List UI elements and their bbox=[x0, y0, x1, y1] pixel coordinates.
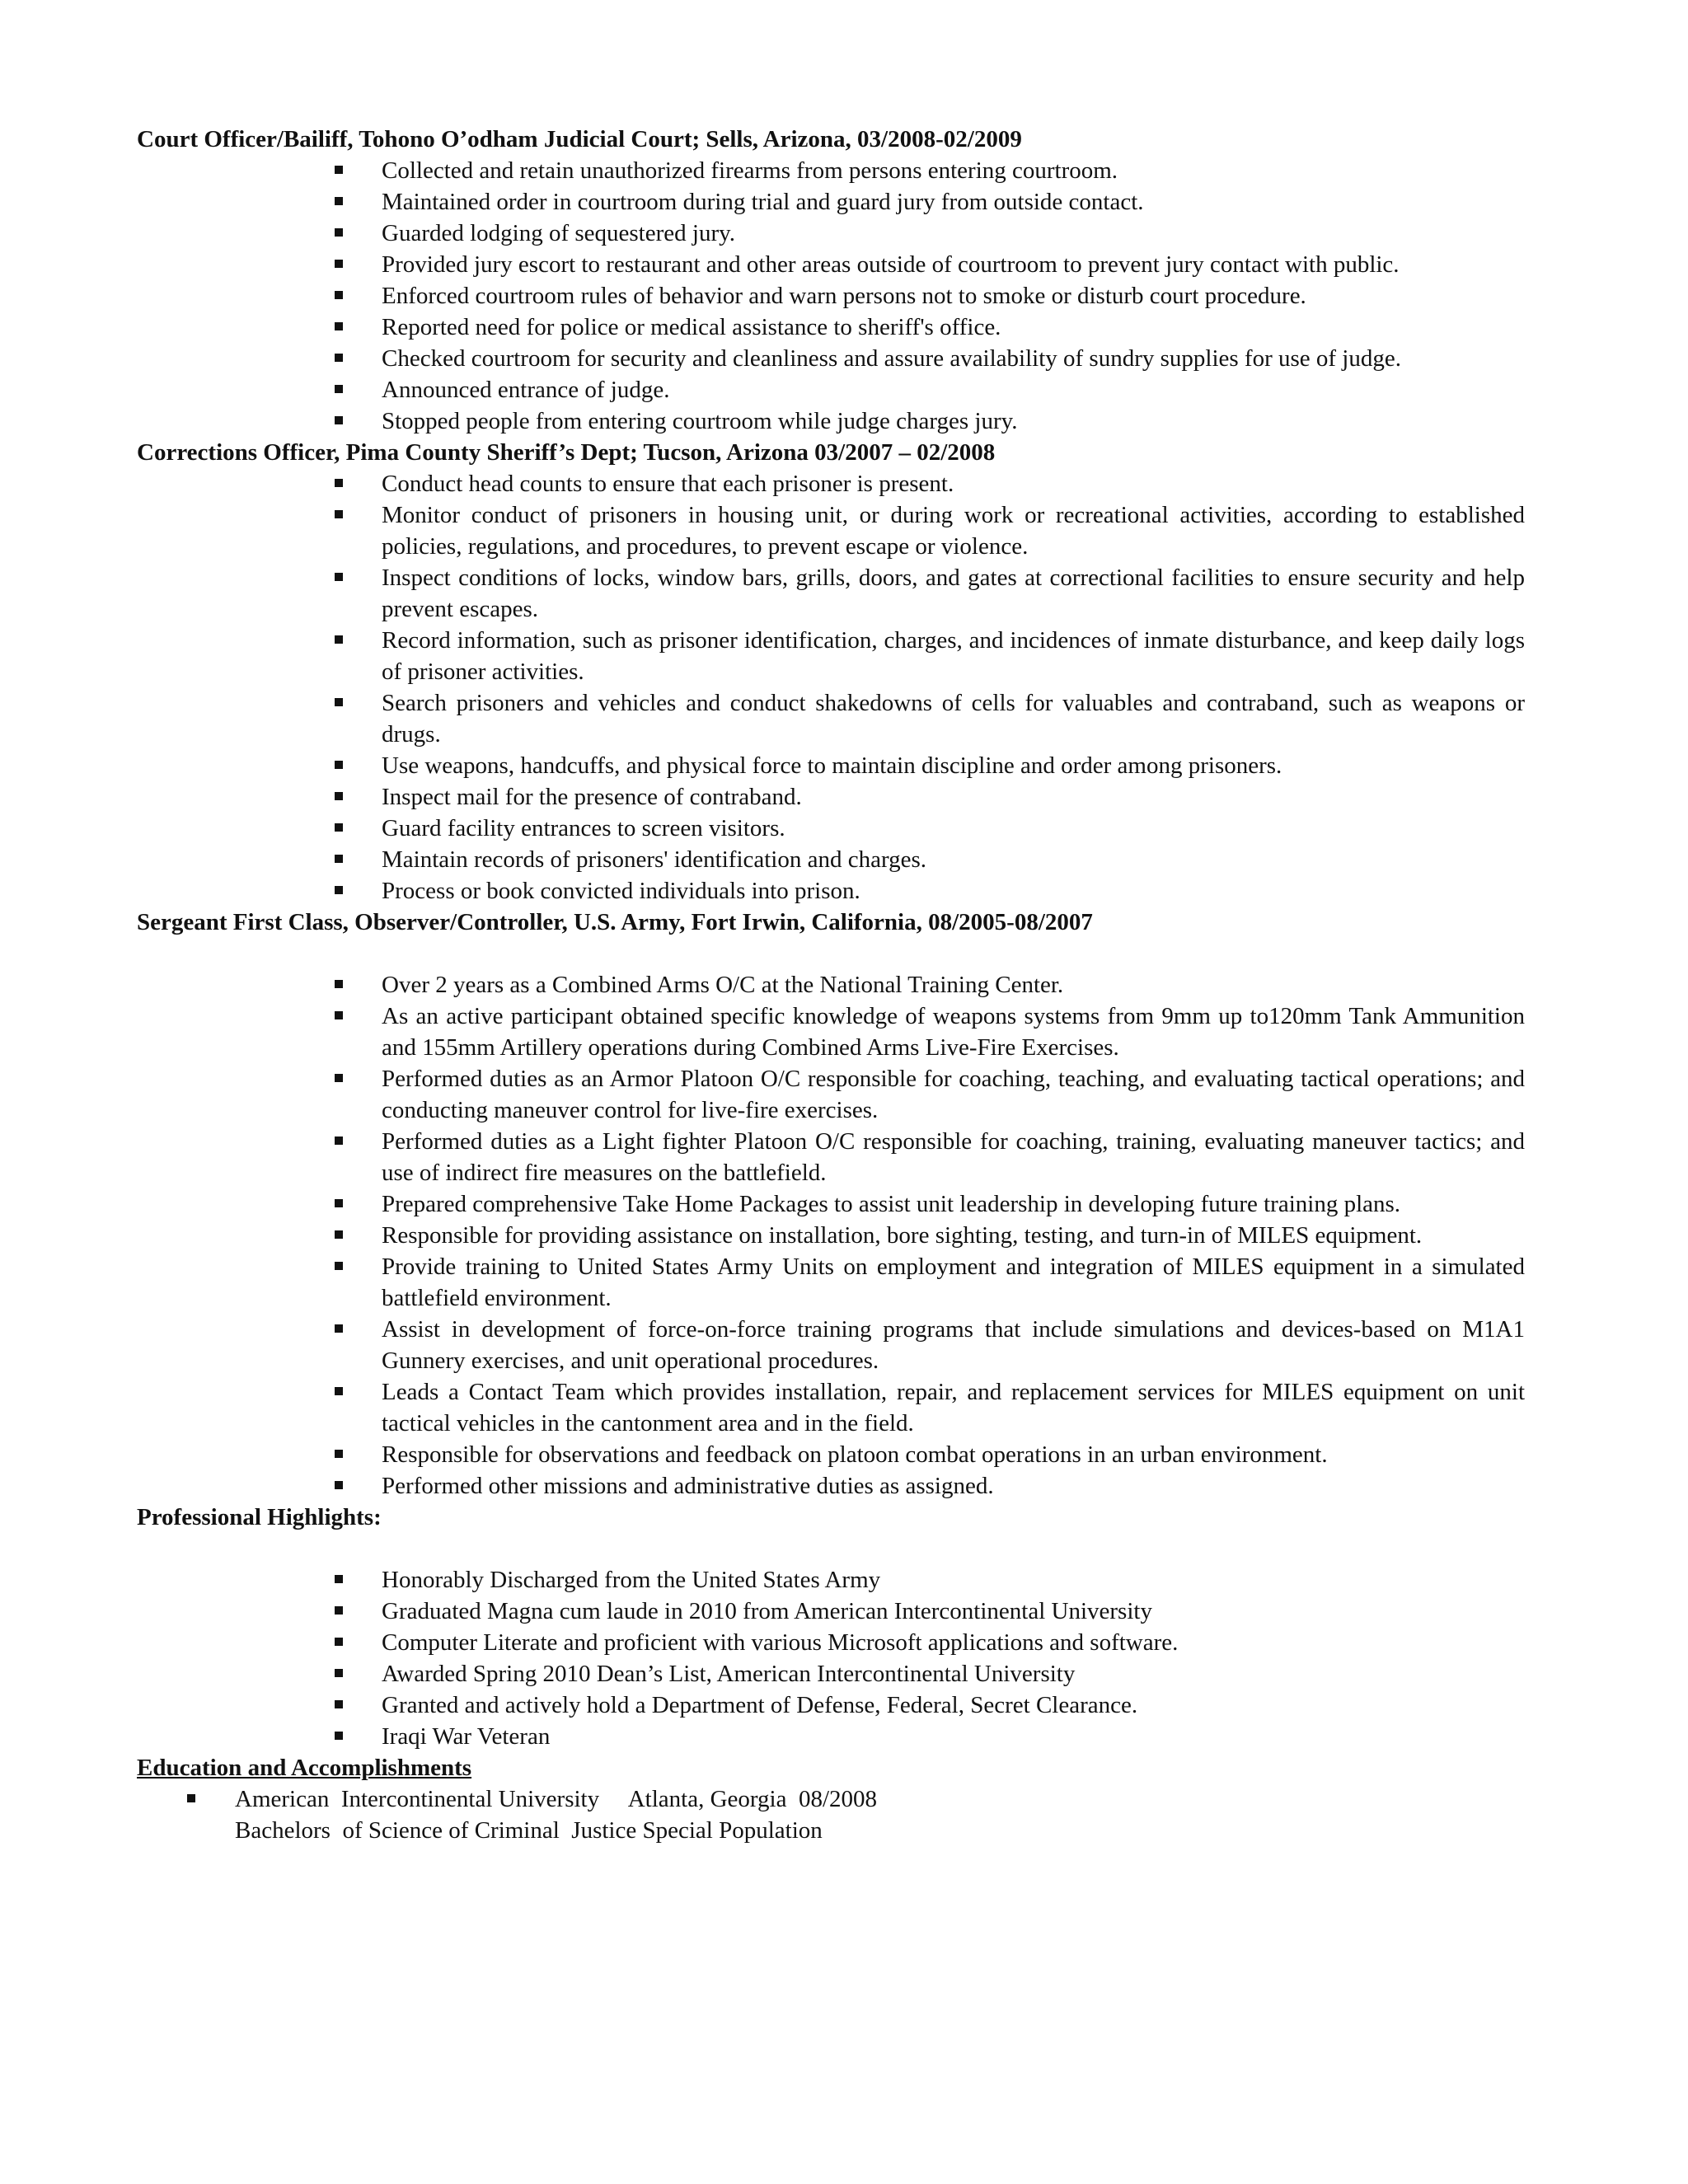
bullet-item bbox=[382, 1627, 1530, 1658]
education-list bbox=[137, 1783, 1530, 1846]
bullet-item bbox=[382, 1126, 1530, 1188]
bullet-text: Performed duties as a Light fighter Platoon O/C responsible for coaching, training, evaluating maneuver tactics; and use of indirect fire measures on the battlefield. bbox=[382, 1128, 1525, 1186]
bullet-item bbox=[382, 1470, 1530, 1502]
education-item bbox=[235, 1783, 1530, 1846]
section-heading: Sergeant First Class, Observer/Controller, U.S. Army, Fort Irwin, California, 08/2005-08/2007 bbox=[137, 909, 1093, 935]
bullet-text: Computer Literate and proficient with various Microsoft applications and software. bbox=[382, 1629, 1179, 1656]
education-degree-line: Bachelors of Science of Criminal Justice Special Population bbox=[235, 1817, 823, 1844]
bullet-text: Responsible for observations and feedback on platoon combat operations in an urban environment. bbox=[382, 1441, 1328, 1468]
bullet-item bbox=[382, 1596, 1530, 1627]
bullet-text: Use weapons, handcuffs, and physical force to maintain discipline and order among prisoners. bbox=[382, 752, 1282, 779]
square-bullet-icon bbox=[335, 980, 343, 988]
square-bullet-icon bbox=[335, 573, 343, 581]
square-bullet-icon bbox=[335, 1011, 343, 1019]
square-bullet-icon bbox=[335, 1732, 343, 1740]
bullet-list bbox=[137, 468, 1530, 907]
square-bullet-icon bbox=[335, 855, 343, 863]
bullet-item bbox=[382, 750, 1530, 781]
bullet-text: Assist in development of force-on-force training programs that include simulations and devices-based on M1A1 Gunnery exercises, and unit operational procedures. bbox=[382, 1316, 1525, 1374]
bullet-list bbox=[137, 969, 1530, 1502]
square-bullet-icon bbox=[335, 1137, 343, 1145]
bullet-item bbox=[382, 1063, 1530, 1126]
bullet-text: Provide training to United States Army Units on employment and integration of MILES equipment in a simulated battlefield environment. bbox=[382, 1254, 1525, 1311]
education-heading: Education and Accomplishments bbox=[137, 1755, 472, 1781]
bullet-text: Awarded Spring 2010 Dean’s List, American Intercontinental University bbox=[382, 1661, 1076, 1687]
section-spacer bbox=[137, 1533, 1530, 1564]
bullet-item bbox=[382, 1690, 1530, 1721]
bullet-item bbox=[382, 844, 1530, 875]
bullet-list bbox=[137, 155, 1530, 437]
bullet-text: Graduated Magna cum laude in 2010 from American Intercontinental University bbox=[382, 1598, 1152, 1624]
square-bullet-icon bbox=[335, 792, 343, 800]
bullet-item bbox=[382, 1251, 1530, 1314]
bullet-text: Reported need for police or medical assistance to sheriff's office. bbox=[382, 314, 1001, 340]
square-bullet-icon bbox=[335, 228, 343, 237]
square-bullet-icon bbox=[335, 1199, 343, 1207]
bullet-text: Guarded lodging of sequestered jury. bbox=[382, 220, 735, 246]
bullet-list bbox=[137, 1564, 1530, 1752]
section-spacer bbox=[137, 938, 1530, 969]
square-bullet-icon bbox=[335, 354, 343, 362]
bullet-item bbox=[382, 1001, 1530, 1063]
bullet-text: Conduct head counts to ensure that each prisoner is present. bbox=[382, 471, 954, 497]
square-bullet-icon bbox=[335, 322, 343, 330]
bullet-item bbox=[382, 781, 1530, 813]
bullet-text: Honorably Discharged from the United States Army bbox=[382, 1567, 881, 1593]
bullet-text: Monitor conduct of prisoners in housing unit, or during work or recreational activities, according to established policies, regulations, and procedures, to prevent escape or violence. bbox=[382, 502, 1525, 560]
square-bullet-icon bbox=[335, 510, 343, 518]
bullet-item bbox=[382, 468, 1530, 499]
bullet-item bbox=[382, 1658, 1530, 1690]
bullet-item bbox=[382, 1376, 1530, 1439]
square-bullet-icon bbox=[335, 1575, 343, 1583]
section-heading: Court Officer/Bailiff, Tohono O’odham Judicial Court; Sells, Arizona, 03/2008-02/2009 bbox=[137, 126, 1022, 152]
bullet-item bbox=[382, 249, 1530, 280]
bullet-item bbox=[382, 312, 1530, 343]
square-bullet-icon bbox=[335, 291, 343, 299]
square-bullet-icon bbox=[335, 1700, 343, 1708]
square-bullet-icon bbox=[335, 1324, 343, 1333]
bullet-item bbox=[382, 155, 1530, 186]
square-bullet-icon bbox=[335, 1669, 343, 1677]
bullet-item bbox=[382, 374, 1530, 405]
square-bullet-icon bbox=[335, 416, 343, 424]
bullet-text: Performed duties as an Armor Platoon O/C responsible for coaching, teaching, and evaluating tactical operations; and conducting maneuver control for live-fire exercises. bbox=[382, 1066, 1525, 1123]
square-bullet-icon bbox=[335, 1262, 343, 1270]
bullet-item bbox=[382, 969, 1530, 1001]
bullet-item bbox=[382, 1314, 1530, 1376]
bullet-item bbox=[382, 687, 1530, 750]
bullet-item bbox=[382, 280, 1530, 312]
section-heading: Professional Highlights: bbox=[137, 1504, 382, 1530]
bullet-item bbox=[382, 186, 1530, 218]
bullet-text: Checked courtroom for security and cleanliness and assure availability of sundry supplies for use of judge. bbox=[382, 345, 1401, 372]
bullet-text: Record information, such as prisoner identification, charges, and incidences of inmate disturbance, and keep daily logs of prisoner activities. bbox=[382, 627, 1525, 685]
square-bullet-icon bbox=[335, 1638, 343, 1646]
bullet-item bbox=[382, 1188, 1530, 1220]
bullet-item bbox=[382, 1220, 1530, 1251]
square-bullet-icon bbox=[335, 197, 343, 205]
square-bullet-icon bbox=[335, 385, 343, 393]
bullet-text: Enforced courtroom rules of behavior and warn persons not to smoke or disturb court procedure. bbox=[382, 283, 1306, 309]
square-bullet-icon bbox=[335, 1450, 343, 1458]
bullet-text: Provided jury escort to restaurant and other areas outside of courtroom to prevent jury contact with public. bbox=[382, 251, 1400, 278]
square-bullet-icon bbox=[335, 761, 343, 769]
bullet-text: Search prisoners and vehicles and conduct shakedowns of cells for valuables and contraband, such as weapons or drugs. bbox=[382, 690, 1525, 748]
bullet-item bbox=[382, 218, 1530, 249]
bullet-item bbox=[382, 1564, 1530, 1596]
bullet-text: Maintain records of prisoners' identification and charges. bbox=[382, 846, 927, 873]
square-bullet-icon bbox=[335, 1074, 343, 1082]
square-bullet-icon bbox=[335, 698, 343, 706]
bullet-item bbox=[382, 625, 1530, 687]
square-bullet-icon bbox=[335, 260, 343, 268]
square-bullet-icon bbox=[335, 166, 343, 174]
square-bullet-icon bbox=[187, 1794, 195, 1802]
bullet-item bbox=[382, 1721, 1530, 1752]
square-bullet-icon bbox=[335, 1230, 343, 1239]
bullet-text: Inspect conditions of locks, window bars, grills, doors, and gates at correctional facilities to ensure security and help prevent escapes. bbox=[382, 565, 1525, 622]
bullet-text: Inspect mail for the presence of contraband. bbox=[382, 784, 802, 810]
bullet-text: Stopped people from entering courtroom while judge charges jury. bbox=[382, 408, 1018, 434]
education-school-line: American Intercontinental University Atlanta, Georgia 08/2008 bbox=[235, 1786, 878, 1812]
bullet-item bbox=[382, 405, 1530, 437]
section-heading: Corrections Officer, Pima County Sheriff’s Dept; Tucson, Arizona 03/2007 – 02/2008 bbox=[137, 439, 996, 466]
bullet-text: Guard facility entrances to screen visitors. bbox=[382, 815, 785, 841]
bullet-text: Announced entrance of judge. bbox=[382, 377, 670, 403]
square-bullet-icon bbox=[335, 479, 343, 487]
square-bullet-icon bbox=[335, 635, 343, 644]
bullet-text: Iraqi War Veteran bbox=[382, 1723, 551, 1750]
bullet-text: Performed other missions and administrative duties as assigned. bbox=[382, 1473, 994, 1499]
bullet-item bbox=[382, 1439, 1530, 1470]
bullet-item bbox=[382, 875, 1530, 907]
bullet-item bbox=[382, 343, 1530, 374]
bullet-item bbox=[382, 562, 1530, 625]
bullet-text: Process or book convicted individuals into prison. bbox=[382, 878, 860, 904]
square-bullet-icon bbox=[335, 886, 343, 894]
resume-content bbox=[137, 124, 1530, 1846]
bullet-text: Granted and actively hold a Department of Defense, Federal, Secret Clearance. bbox=[382, 1692, 1138, 1718]
bullet-text: Over 2 years as a Combined Arms O/C at the National Training Center. bbox=[382, 972, 1064, 998]
square-bullet-icon bbox=[335, 823, 343, 832]
bullet-text: Collected and retain unauthorized firearms from persons entering courtroom. bbox=[382, 157, 1118, 184]
square-bullet-icon bbox=[335, 1481, 343, 1489]
bullet-item bbox=[382, 499, 1530, 562]
square-bullet-icon bbox=[335, 1387, 343, 1395]
bullet-text: As an active participant obtained specific knowledge of weapons systems from 9mm up to120mm Tank Ammunition and 155mm Artillery operations during Combined Arms Live-Fire Exercises. bbox=[382, 1003, 1525, 1061]
bullet-item bbox=[382, 813, 1530, 844]
bullet-text: Prepared comprehensive Take Home Packages to assist unit leadership in developing future training plans. bbox=[382, 1191, 1401, 1217]
square-bullet-icon bbox=[335, 1606, 343, 1615]
bullet-text: Leads a Contact Team which provides installation, repair, and replacement services for MILES equipment on unit tactical vehicles in the cantonment area and in the field. bbox=[382, 1379, 1525, 1436]
bullet-text: Responsible for providing assistance on installation, bore sighting, testing, and turn-in of MILES equipment. bbox=[382, 1222, 1423, 1249]
bullet-text: Maintained order in courtroom during trial and guard jury from outside contact. bbox=[382, 189, 1144, 215]
